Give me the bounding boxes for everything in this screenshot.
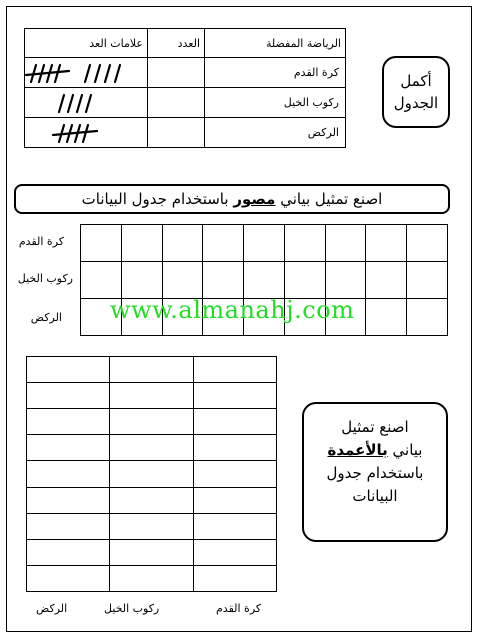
pictograph-row (81, 262, 448, 299)
row-sport: ركوب الخيل (205, 88, 346, 118)
table-row (25, 118, 346, 148)
bar-box-line1: اصنع تمثيل (341, 418, 409, 436)
bar-box-emphasis: بالأعمدة (327, 441, 388, 459)
tally-marks-horse-riding (23, 91, 143, 115)
bar-label-football: كرة القدم (216, 602, 262, 615)
tally-marks-football (23, 61, 143, 85)
instruction-text: اصنع تمثيل بياني (275, 190, 383, 208)
tally-marks-cell (25, 88, 148, 118)
bar-box-text: بياني (387, 441, 423, 459)
bar-label-horse-riding: ركوب الخيل (104, 602, 160, 615)
row-count-input[interactable] (148, 88, 205, 118)
header-sport: الرياضة المفضلة (205, 29, 346, 58)
instruction-emphasis: مصور (233, 190, 276, 208)
complete-box-line1: أكمل (400, 72, 432, 90)
row-sport: كرة القدم (205, 58, 346, 88)
row-count-input[interactable] (148, 58, 205, 88)
pictograph-label-running: الركض (30, 311, 62, 324)
bar-box-line3: باستخدام جدول (326, 464, 424, 482)
tally-table-header (25, 29, 346, 58)
pictograph-label-horse-riding: ركوب الخيل (17, 272, 73, 285)
row-count-input[interactable] (148, 118, 205, 148)
pictograph-instruction (14, 184, 450, 214)
header-count: العدد (148, 29, 205, 58)
tally-marks-running (23, 121, 143, 145)
complete-box-line2: الجدول (393, 94, 439, 112)
tally-table (24, 28, 346, 148)
complete-table-box (382, 56, 450, 128)
pictograph-label-football: كرة القدم (18, 235, 64, 248)
bar-graph-grid[interactable] (26, 356, 277, 592)
watermark: www.almanahj.com (110, 296, 355, 324)
bar-box-line4: البيانات (352, 487, 398, 505)
bar-label-running: الركض (36, 602, 68, 615)
bar-graph-instruction-box (302, 402, 448, 542)
table-row (25, 58, 346, 88)
header-tally: علامات العد (25, 29, 148, 58)
bar-box-line2 (304, 439, 446, 462)
instruction-text: باستخدام جدول البيانات (81, 190, 234, 208)
tally-marks-cell (25, 58, 148, 88)
pictograph-row (81, 225, 448, 262)
table-row (25, 88, 346, 118)
row-sport: الركض (205, 118, 346, 148)
tally-marks-cell (25, 118, 148, 148)
